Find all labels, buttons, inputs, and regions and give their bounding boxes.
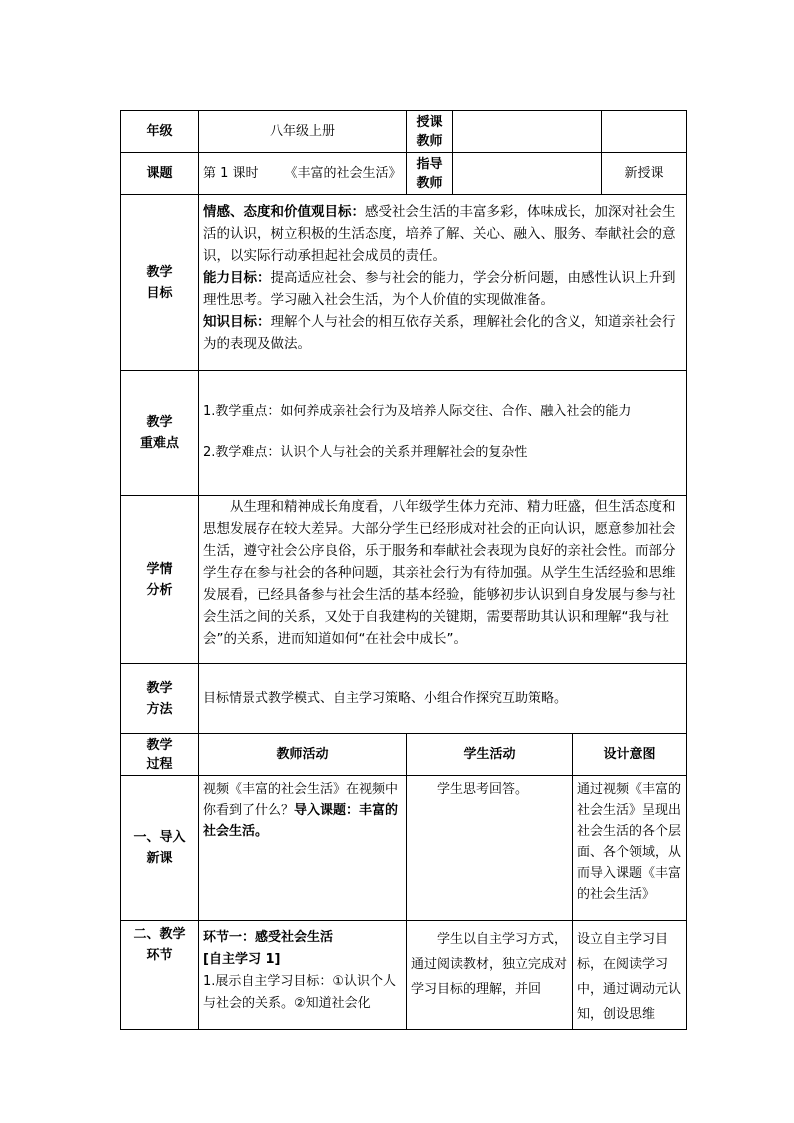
- analysis-content: [198, 495, 687, 664]
- lesson-type: 新授课: [601, 152, 687, 195]
- grade-label: 年级: [120, 110, 199, 153]
- method-label: [120, 663, 199, 734]
- step2-label-line-1: 二、教学: [133, 927, 186, 942]
- analysis-label-line-2: 分析: [146, 582, 173, 598]
- process-label: [120, 733, 199, 776]
- step2-teacher-text: 1.展示自主学习目标：①认识个人与社会的关系。②知道社会化: [203, 974, 397, 1011]
- col-teacher-activity: 教师活动: [198, 733, 407, 776]
- analysis-label-line-1: 学情: [146, 561, 173, 577]
- step1-teacher-question: 视频《丰富的社会生活》在视频中你看到了什么？: [203, 782, 399, 818]
- process-label-line-1: 教学: [146, 737, 173, 753]
- key-point-1: 1.教学重点：如何养成亲社会行为及培养人际交往、合作、融入社会的能力: [203, 404, 632, 419]
- step1-label-line-2: 新课: [146, 851, 173, 866]
- step1-student-text: 学生思考回答。: [437, 782, 529, 797]
- col-student-activity: 学生活动: [406, 733, 573, 776]
- objectives-label-line-1: 教学: [146, 264, 173, 280]
- objectives-label: [120, 194, 199, 371]
- objective-knowledge-text: 理解个人与社会的相互依存关系，理解社会化的含义，知道亲社会行为的表现及做法。: [203, 314, 676, 352]
- method-content: 目标情景式教学模式、自主学习策略、小组合作探究互助策略。: [198, 663, 687, 734]
- col-design-intent: 设计意图: [572, 733, 687, 776]
- objectives-content: [198, 194, 687, 371]
- step2-student: [406, 920, 573, 1030]
- topic-title: 《丰富的社会生活》: [284, 166, 402, 181]
- method-label-line-1: 教学: [146, 680, 173, 696]
- grade-value: 八年级上册: [198, 110, 407, 153]
- teacher-value: [452, 110, 602, 153]
- objective-emotion: [203, 201, 682, 267]
- topic-label: 课题: [120, 152, 199, 195]
- step1-label: [120, 775, 199, 921]
- step1-teacher-text: [203, 779, 402, 842]
- step2-label: [120, 920, 199, 1030]
- step2-section-title: 环节一：感受社会生活: [203, 930, 334, 945]
- guide-value: [452, 152, 602, 195]
- step1-design-text: 通过视频《丰富的社会生活》呈现出社会生活的各个层面、各个领域，从而导入课题《丰富的社会生活》: [577, 782, 682, 902]
- step1-teacher: [198, 775, 407, 921]
- keypoints-label-line-2: 重难点: [139, 436, 179, 451]
- guide-label-line-1: 指导: [416, 156, 443, 172]
- objective-ability-text: 提高适应社会、参与社会的能力，学会分析问题，由感性认识上升到理性思考。学习融入社会生活，为个人价值的实现做准备。: [203, 270, 676, 308]
- guide-label-line-2: 教师: [416, 175, 443, 191]
- teacher-label-line-1: 授课: [416, 114, 443, 130]
- objective-knowledge-title: 知识目标：: [203, 314, 271, 330]
- step2-teacher: [198, 920, 407, 1030]
- step2-sub-title: [自主学习 1]: [203, 952, 281, 967]
- key-point-2: 2.教学难点：认识个人与社会的关系并理解社会的复杂性: [203, 445, 528, 460]
- objective-ability-title: 能力目标：: [203, 270, 271, 286]
- step1-student: [406, 775, 573, 921]
- step1-design: [572, 775, 687, 921]
- teacher-label: [406, 110, 453, 153]
- process-label-line-2: 过程: [146, 756, 173, 772]
- topic-lesson: 第 1 课时: [203, 166, 259, 181]
- step2-student-text: 学生以自主学习方式，通过阅读教材，独立完成对学习目标的理解，并回: [411, 932, 568, 997]
- teacher-label-line-2: 教师: [416, 133, 443, 149]
- method-label-line-2: 方法: [146, 701, 173, 717]
- objective-knowledge: [203, 311, 682, 355]
- analysis-text: 从生理和精神成长角度看，八年级学生体力充沛、精力旺盛，但生活态度和思想发展存在较大差异。大部分学生已经形成对社会的正向认识，愿意参加社会生活，遵守社会公序良俗，乐于服务和奉献社会表现为良好的亲社会性。而部分学生存在参与社会的各种问题，其亲社会行为有待加强。从学生生活经验和思维发展看，已经具备参与社会生活的基本经验，能够初步认识到自身发展与参与社会生活之间的关系，又处于自我建构的关键期，需要帮助其认识和理解“我与社会”的关系，进而知道如何“在社会中成长”。: [203, 499, 676, 647]
- keypoints-content: [198, 370, 687, 496]
- guide-label: [406, 152, 453, 195]
- keypoints-label: [120, 370, 199, 496]
- step2-design-text: 设立自主学习目标，在阅读学习中，通过调动元认知，创设思维: [577, 932, 682, 1022]
- keypoints-label-line-1: 教学: [146, 415, 173, 430]
- topic-value: [198, 152, 407, 195]
- extra-value: [601, 110, 687, 153]
- analysis-label: [120, 495, 199, 664]
- objective-emotion-text: 感受社会生活的丰富多彩，体味成长，加深对社会生活的认识，树立积极的生活态度，培养了解、关心、融入、服务、奉献社会的意识，以实际行动承担起社会成员的责任。: [203, 204, 676, 264]
- step1-label-line-1: 一、导入: [133, 830, 186, 845]
- objective-emotion-title: 情感、态度和价值观目标：: [203, 204, 365, 220]
- step2-design: [572, 920, 687, 1030]
- objective-ability: [203, 267, 682, 311]
- step1-teacher-topic: 导入课题：丰富的社会生活。: [203, 803, 399, 839]
- objectives-label-line-2: 目标: [146, 285, 173, 301]
- step2-label-line-2: 环节: [146, 948, 173, 963]
